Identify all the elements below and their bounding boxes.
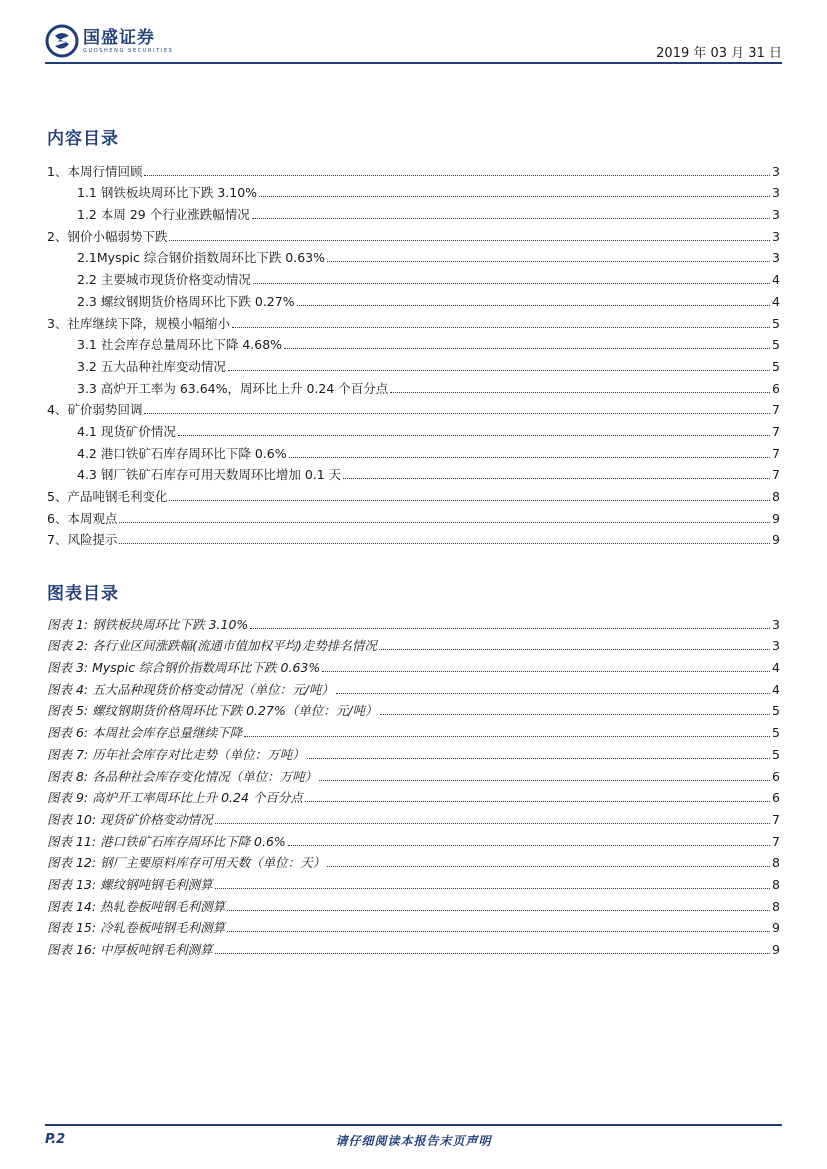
entry-label: 图表 10: 现货矿价格变动情况 <box>47 811 213 827</box>
dot-leader <box>297 304 771 306</box>
figure-entry[interactable] <box>47 675 780 697</box>
figure-entry[interactable] <box>47 762 780 784</box>
figure-entry[interactable] <box>47 653 780 675</box>
toc-entry[interactable] <box>47 222 780 244</box>
toc-entry[interactable] <box>47 396 780 418</box>
dot-leader <box>289 456 770 458</box>
entry-label: 图表 15: 冷轧卷板吨钢毛利测算 <box>47 920 226 936</box>
entry-page-number: 5 <box>772 337 780 353</box>
figure-entry[interactable] <box>47 870 780 892</box>
entry-label: 3、社库继续下降，规模小幅缩小 <box>47 315 230 331</box>
entry-label: 6、本周观点 <box>47 510 118 526</box>
entry-label: 图表 6: 本周社会库存总量继续下降 <box>47 725 243 741</box>
toc-entry[interactable] <box>47 417 780 439</box>
entry-label: 1.1 钢铁板块周环比下跌 3.10% <box>77 185 258 201</box>
figure-entry[interactable] <box>47 892 780 914</box>
figure-entry[interactable] <box>47 697 780 719</box>
dot-leader <box>327 865 770 867</box>
entry-page-number: 9 <box>772 510 780 526</box>
toc-entry[interactable] <box>47 157 780 179</box>
disclaimer: 请仔细阅读本报告末页声明 <box>335 1134 492 1148</box>
entry-page-number: 7 <box>772 467 780 483</box>
entry-page-number: 9 <box>772 532 780 548</box>
figure-entry[interactable] <box>47 632 780 654</box>
dot-leader <box>228 369 770 371</box>
entry-page-number: 6 <box>772 790 780 806</box>
dot-leader <box>327 260 770 262</box>
figure-entry[interactable] <box>47 914 780 936</box>
entry-page-number: 5 <box>772 315 780 331</box>
entry-page-number: 5 <box>772 725 780 741</box>
entry-label: 图表 1: 钢铁板块周环比下跌 3.10% <box>47 616 249 632</box>
toc-entry[interactable] <box>47 352 780 374</box>
brand-emblem-icon <box>45 24 79 58</box>
entry-label: 4.2 港口铁矿石库存周环比下降 0.6% <box>77 445 287 461</box>
entry-page-number: 5 <box>772 358 780 374</box>
dot-leader <box>144 412 770 414</box>
dot-leader <box>244 735 770 737</box>
figure-entry[interactable] <box>47 740 780 762</box>
entry-page-number: 6 <box>772 768 780 784</box>
entry-page-number: 6 <box>772 380 780 396</box>
entry-page-number: 5 <box>772 703 780 719</box>
entry-label: 4.1 现货矿价情况 <box>77 423 176 439</box>
toc-entry[interactable] <box>47 331 780 353</box>
figure-entry[interactable] <box>47 849 780 871</box>
figure-entry[interactable] <box>47 718 780 740</box>
entry-page-number: 7 <box>772 445 780 461</box>
brand-name: 国盛证券 <box>83 27 155 48</box>
entry-page-number: 8 <box>772 876 780 892</box>
dot-leader <box>307 757 770 759</box>
dot-leader <box>288 844 770 846</box>
entry-page-number: 4 <box>772 272 780 288</box>
entry-label: 2.2 主要城市现货价格变动情况 <box>77 272 251 288</box>
entry-label: 图表 11: 港口铁矿石库存周环比下降 0.6% <box>47 833 286 849</box>
contents-list <box>47 157 780 547</box>
entry-label: 图表 7: 历年社会库存对比走势（单位：万吨） <box>47 746 305 762</box>
entry-label: 3.1 社会库存总量周环比下降 4.68% <box>77 337 283 353</box>
entry-label: 图表 9: 高炉开工率周环比上升 0.24 个百分点 <box>47 790 303 806</box>
dot-leader <box>119 521 770 523</box>
entry-page-number: 9 <box>772 942 780 957</box>
figure-entry[interactable] <box>47 610 780 632</box>
entry-label: 图表 2: 各行业区间涨跌幅(流通市值加权平均)走势排名情况 <box>47 638 377 654</box>
entry-page-number: 3 <box>772 163 780 179</box>
entry-label: 1、本周行情回顾 <box>47 163 143 179</box>
entry-label: 图表 12: 钢厂主要原料库存可用天数（单位：天） <box>47 855 326 871</box>
entry-label: 图表 16: 中厚板吨钢毛利测算 <box>47 942 213 957</box>
toc-entry[interactable] <box>47 526 780 548</box>
entry-label: 图表 4: 五大品种现货价格变动情况（单位：元/吨） <box>47 681 334 697</box>
dot-leader <box>259 195 770 197</box>
entry-label: 2.1Myspic 综合钢价指数周环比下跌 0.63% <box>77 250 326 266</box>
dot-leader <box>169 499 770 501</box>
entry-page-number: 3 <box>772 250 780 266</box>
entry-label: 图表 14: 热轧卷板吨钢毛利测算 <box>47 898 226 914</box>
entry-page-number: 4 <box>772 681 780 697</box>
dot-leader <box>322 670 770 672</box>
figure-entry[interactable] <box>47 784 780 806</box>
entry-page-number: 4 <box>772 660 780 676</box>
entry-page-number: 5 <box>772 746 780 762</box>
dot-leader <box>227 930 770 932</box>
dot-leader <box>144 174 770 176</box>
dot-leader <box>252 217 770 219</box>
toc-entry[interactable] <box>47 287 780 309</box>
dot-leader <box>215 822 770 824</box>
entry-label: 图表 13: 螺纹钢吨钢毛利测算 <box>47 876 213 892</box>
dot-leader <box>250 627 770 629</box>
entry-label: 图表 3: Myspic 综合钢价指数周环比下跌 0.63% <box>47 660 321 676</box>
contents-title: 内容目录 <box>47 129 119 149</box>
entry-label: 3.3 高炉开工率为 63.64%，周环比上升 0.24 个百分点 <box>77 380 389 396</box>
dot-leader <box>380 713 771 715</box>
figures-list <box>47 610 780 957</box>
entry-page-number: 7 <box>772 811 780 827</box>
entry-page-number: 8 <box>772 898 780 914</box>
entry-page-number: 3 <box>772 185 780 201</box>
dot-leader <box>253 282 770 284</box>
toc-entry[interactable] <box>47 374 780 396</box>
entry-page-number: 8 <box>772 855 780 871</box>
toc-entry[interactable] <box>47 461 780 483</box>
entry-label: 4.3 钢厂铁矿石库存可用天数周环比增加 0.1 天 <box>77 467 342 483</box>
toc-entry[interactable] <box>47 439 780 461</box>
figures-title: 图表目录 <box>47 584 119 604</box>
report-date: 2019 年 03 月 31 日 <box>656 46 782 61</box>
entry-page-number: 9 <box>772 920 780 936</box>
entry-label: 图表 8: 各品种社会库存变化情况（单位：万吨） <box>47 768 318 784</box>
entry-page-number: 8 <box>772 489 780 504</box>
toc-entry[interactable] <box>47 309 780 331</box>
dot-leader <box>119 542 770 544</box>
entry-label: 2.3 螺纹钢期货价格周环比下跌 0.27% <box>77 293 295 309</box>
entry-label: 1.2 本周 29 个行业涨跌幅情况 <box>77 207 250 223</box>
entry-label: 图表 5: 螺纹钢期货价格周环比下跌 0.27%（单位：元/吨） <box>47 703 378 719</box>
dot-leader <box>336 692 770 694</box>
entry-label: 4、矿价弱势回调 <box>47 402 143 418</box>
figure-entry[interactable] <box>47 935 780 957</box>
entry-page-number: 3 <box>772 616 780 632</box>
dot-leader <box>215 952 770 954</box>
dot-leader <box>169 239 770 241</box>
entry-label: 3.2 五大品种社库变动情况 <box>77 358 226 374</box>
page-number: P.2 <box>45 1132 66 1147</box>
dot-leader <box>379 648 770 650</box>
dot-leader <box>319 779 770 781</box>
entry-page-number: 4 <box>772 293 780 309</box>
dot-leader <box>178 434 770 436</box>
entry-page-number: 3 <box>772 207 780 223</box>
dot-leader <box>232 326 770 328</box>
figure-entry[interactable] <box>47 827 780 849</box>
entry-label: 5、产品吨钢毛利变化 <box>47 489 168 504</box>
entry-page-number: 3 <box>772 638 780 654</box>
dot-leader <box>343 477 770 479</box>
entry-page-number: 7 <box>772 402 780 418</box>
page-header <box>45 24 782 64</box>
dot-leader <box>305 800 770 802</box>
page-footer <box>45 1124 782 1156</box>
dot-leader <box>390 391 770 393</box>
toc-entry[interactable] <box>47 504 780 526</box>
toc-entry[interactable] <box>47 200 780 222</box>
entry-page-number: 7 <box>772 833 780 849</box>
entry-label: 7、风险提示 <box>47 532 118 548</box>
dot-leader <box>227 909 770 911</box>
dot-leader <box>215 887 770 889</box>
entry-label: 2、钢价小幅弱势下跌 <box>47 228 168 244</box>
brand-logo <box>45 24 173 58</box>
entry-page-number: 3 <box>772 228 780 244</box>
brand-name-en: GUOSHENG SECURITIES <box>83 47 174 54</box>
toc-entry[interactable] <box>47 482 780 504</box>
entry-page-number: 7 <box>772 423 780 439</box>
toc-entry[interactable] <box>47 265 780 287</box>
toc-entry[interactable] <box>47 179 780 201</box>
toc-entry[interactable] <box>47 244 780 266</box>
figure-entry[interactable] <box>47 805 780 827</box>
dot-leader <box>284 347 770 349</box>
